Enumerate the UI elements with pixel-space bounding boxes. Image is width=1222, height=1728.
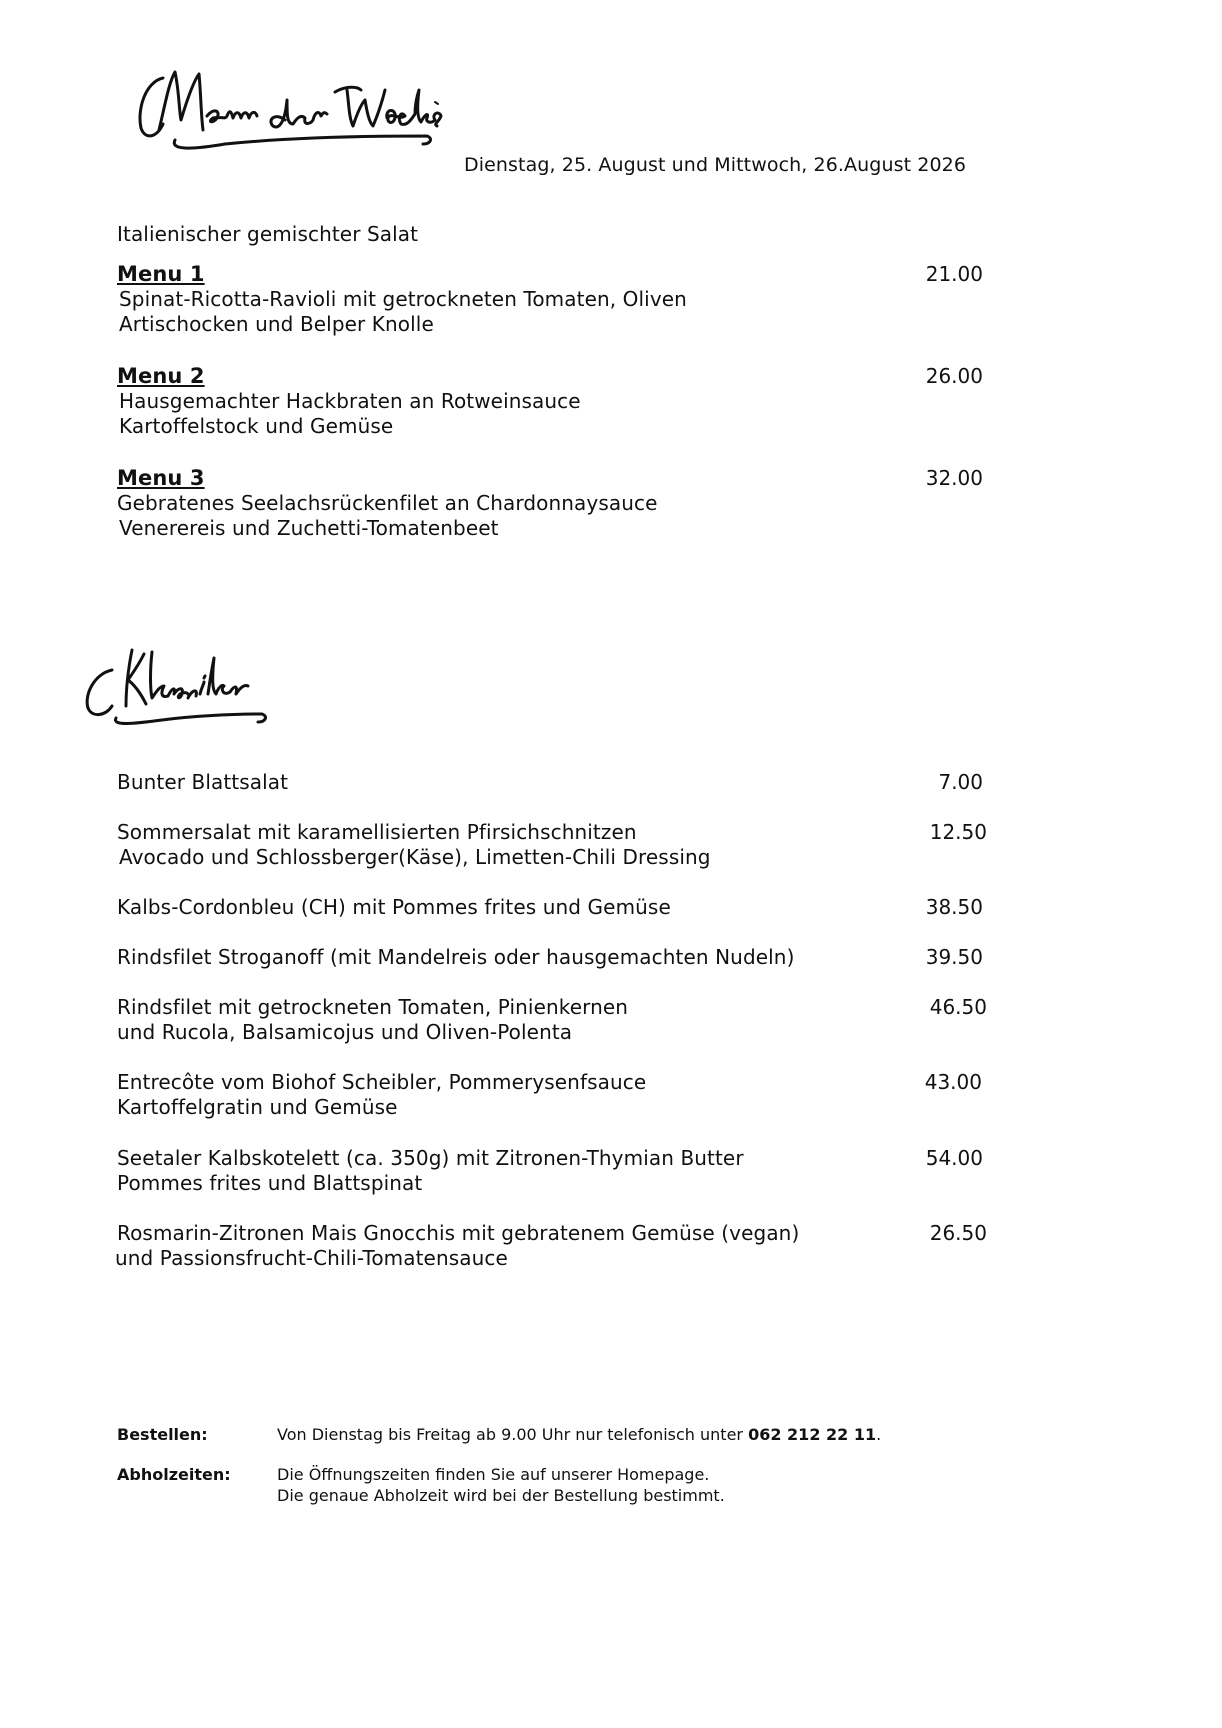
pickup-label: Abholzeiten:	[117, 1465, 231, 1484]
classic-item-price: 38.50	[925, 895, 983, 919]
menu-title: Menu 2	[117, 364, 205, 388]
classic-item-text: Rosmarin-Zitronen Mais Gnocchis mit gebratenem Gemüse (vegan)	[117, 1221, 800, 1245]
weekly-menu-2	[117, 364, 987, 444]
order-text: Von Dienstag bis Freitag ab 9.00 Uhr nur telefonisch unter	[277, 1425, 749, 1444]
klassiker-logo	[82, 640, 282, 730]
classic-item	[117, 770, 987, 796]
classic-item	[117, 820, 987, 872]
phone-number: 062 212 22 11	[748, 1425, 877, 1444]
classic-item	[117, 1146, 987, 1198]
classic-item	[117, 895, 987, 921]
classic-item-text: Bunter Blattsalat	[117, 770, 289, 794]
classic-item-text: Seetaler Kalbskotelett (ca. 350g) mit Zitronen-Thymian Butter	[117, 1146, 744, 1170]
classic-item-text: Pommes frites und Blattspinat	[117, 1171, 423, 1195]
menu-price: 26.00	[925, 364, 983, 388]
classic-item-price: 7.00	[938, 770, 983, 794]
menu-title: Menu 3	[117, 466, 205, 490]
pickup-line: Die genaue Abholzeit wird bei der Bestellung bestimmt.	[277, 1486, 725, 1505]
classic-item-price: 12.50	[929, 820, 987, 844]
menu-price: 21.00	[925, 262, 983, 286]
classic-item-text: Kalbs-Cordonbleu (CH) mit Pommes frites und Gemüse	[117, 895, 671, 919]
menu-description: Venerereis und Zuchetti-Tomatenbeet	[119, 516, 499, 540]
date-line: Dienstag, 25. August und Mittwoch, 26.August 2026	[464, 154, 967, 176]
classic-item-price: 46.50	[929, 995, 987, 1019]
classic-item	[117, 945, 987, 971]
order-info	[277, 1424, 881, 1445]
classic-item-text: Entrecôte vom Biohof Scheibler, Pommerysenfsauce	[117, 1070, 647, 1094]
classic-item-price: 39.50	[925, 945, 983, 969]
classic-item-text: Rindsfilet mit getrockneten Tomaten, Pinienkernen	[117, 995, 629, 1019]
menu-description: Spinat-Ricotta-Ravioli mit getrockneten Tomaten, Oliven	[119, 287, 687, 311]
weekly-menu-1	[117, 262, 987, 342]
pickup-line: Die Öffnungszeiten finden Sie auf unserer Homepage.	[277, 1465, 710, 1484]
classic-item-price: 26.50	[929, 1221, 987, 1245]
menu-description: Hausgemachter Hackbraten an Rotweinsauce	[119, 389, 581, 413]
classic-item-price: 54.00	[925, 1146, 983, 1170]
menu-title: Menu 1	[117, 262, 205, 286]
classic-item-text: und Passionsfrucht-Chili-Tomatensauce	[115, 1246, 508, 1270]
classic-item	[117, 995, 987, 1047]
classic-item	[117, 1070, 987, 1122]
classic-item-text: Sommersalat mit karamellisierten Pfirsichschnitzen	[117, 820, 637, 844]
classic-item-text: und Rucola, Balsamicojus und Oliven-Polenta	[117, 1020, 573, 1044]
menu-description: Artischocken und Belper Knolle	[119, 312, 434, 336]
weekly-menu-3	[117, 466, 987, 546]
menu-price: 32.00	[925, 466, 983, 490]
weekly-starter: Italienischer gemischter Salat	[117, 222, 419, 246]
menu-der-woche-logo	[135, 60, 445, 155]
classic-item-text: Kartoffelgratin und Gemüse	[117, 1095, 398, 1119]
order-text-end: .	[876, 1425, 882, 1444]
classic-item-text: Rindsfilet Stroganoff (mit Mandelreis oder hausgemachten Nudeln)	[117, 945, 795, 969]
menu-description: Kartoffelstock und Gemüse	[119, 414, 394, 438]
menu-description: Gebratenes Seelachsrückenfilet an Chardonnaysauce	[117, 491, 658, 515]
classic-item-price: 43.00	[924, 1070, 982, 1094]
classic-item	[115, 1221, 987, 1273]
classic-item-text: Avocado und Schlossberger(Käse), Limetten-Chili Dressing	[119, 845, 711, 869]
order-label: Bestellen:	[117, 1425, 208, 1444]
